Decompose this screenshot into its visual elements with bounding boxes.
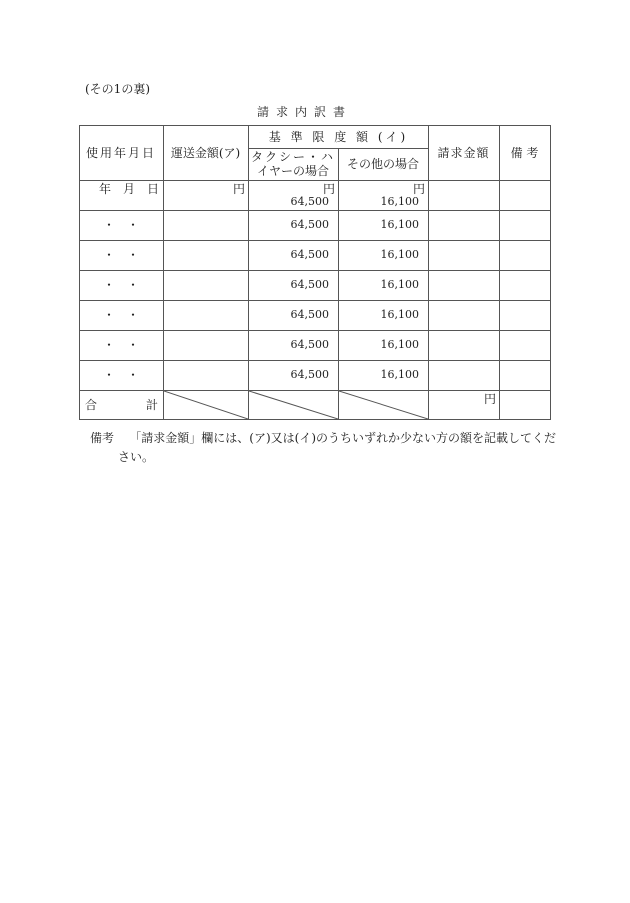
row-other-limit: 16,100 bbox=[380, 248, 419, 261]
header-subdivider bbox=[248, 148, 429, 149]
table-border-right bbox=[550, 125, 551, 420]
total-fare-strike bbox=[164, 391, 248, 419]
claim-breakdown-table bbox=[79, 125, 551, 420]
header-fare: 運送金額(ア) bbox=[170, 146, 241, 160]
row-date: ・ ・ bbox=[102, 338, 139, 352]
row-date: ・ ・ bbox=[102, 308, 139, 322]
row-date: ・ ・ bbox=[102, 368, 139, 382]
row-other-limit: 16,100 bbox=[380, 308, 419, 321]
header-limit-other: その他の場合 bbox=[346, 157, 419, 171]
row-taxi-limit: 64,500 bbox=[290, 368, 329, 381]
header-claim: 請求金額 bbox=[437, 146, 490, 160]
table-border-bottom bbox=[79, 419, 551, 420]
row1-taxi-limit: 64,500 bbox=[290, 195, 329, 208]
row-taxi-limit: 64,500 bbox=[290, 278, 329, 291]
row-taxi-limit: 64,500 bbox=[290, 338, 329, 351]
form-subtitle: (その1の裏) bbox=[85, 82, 150, 96]
row-other-limit: 16,100 bbox=[380, 368, 419, 381]
total-other-strike bbox=[339, 391, 428, 419]
total-label-right: 計 bbox=[146, 398, 159, 412]
remarks-label: 備考 bbox=[90, 431, 115, 445]
total-label-left: 合 bbox=[85, 398, 98, 412]
row-date: ・ ・ bbox=[102, 248, 139, 262]
row-date: ・ ・ bbox=[102, 218, 139, 232]
row-taxi-limit: 64,500 bbox=[290, 218, 329, 231]
col-divider bbox=[163, 125, 164, 420]
row-other-limit: 16,100 bbox=[380, 278, 419, 291]
row1-fare-unit: 円 bbox=[232, 182, 245, 196]
row-other-limit: 16,100 bbox=[380, 338, 419, 351]
row-taxi-limit: 64,500 bbox=[290, 248, 329, 261]
header-limit-group: 基 準 限 度 額 (イ) bbox=[268, 130, 409, 144]
table-border-top bbox=[79, 125, 551, 126]
row-taxi-limit: 64,500 bbox=[290, 308, 329, 321]
total-taxi-strike bbox=[249, 391, 338, 419]
row1-taxi-unit: 円 bbox=[322, 182, 335, 196]
row-other-limit: 16,100 bbox=[380, 218, 419, 231]
col-divider bbox=[499, 125, 500, 420]
total-claim-unit: 円 bbox=[483, 392, 496, 406]
header-remarks: 備 考 bbox=[510, 146, 539, 160]
row1-date: 年 月 日 bbox=[98, 182, 159, 196]
col-divider bbox=[428, 125, 429, 420]
row-divider bbox=[79, 330, 551, 331]
row-date: ・ ・ bbox=[102, 278, 139, 292]
header-limit-taxi-line1: タクシー・ハ bbox=[250, 150, 335, 164]
row-divider bbox=[79, 360, 551, 361]
header-limit-taxi-line2: イヤーの場合 bbox=[256, 164, 329, 178]
row-divider bbox=[79, 300, 551, 301]
row-divider bbox=[79, 270, 551, 271]
remarks-note bbox=[90, 429, 560, 467]
row1-other-unit: 円 bbox=[412, 182, 425, 196]
row-divider bbox=[79, 210, 551, 211]
form-title: 請求内訳書 bbox=[257, 105, 353, 119]
header-date: 使用年月日 bbox=[85, 146, 156, 160]
remarks-line1: 「請求金額」欄には、(ア)又は(イ)のうちいずれか少ない方の額を記載してくだ bbox=[129, 431, 557, 445]
remarks-line2: さい。 bbox=[118, 450, 155, 464]
row1-other-limit: 16,100 bbox=[380, 195, 419, 208]
header-bottom bbox=[79, 180, 551, 181]
row-divider bbox=[79, 240, 551, 241]
